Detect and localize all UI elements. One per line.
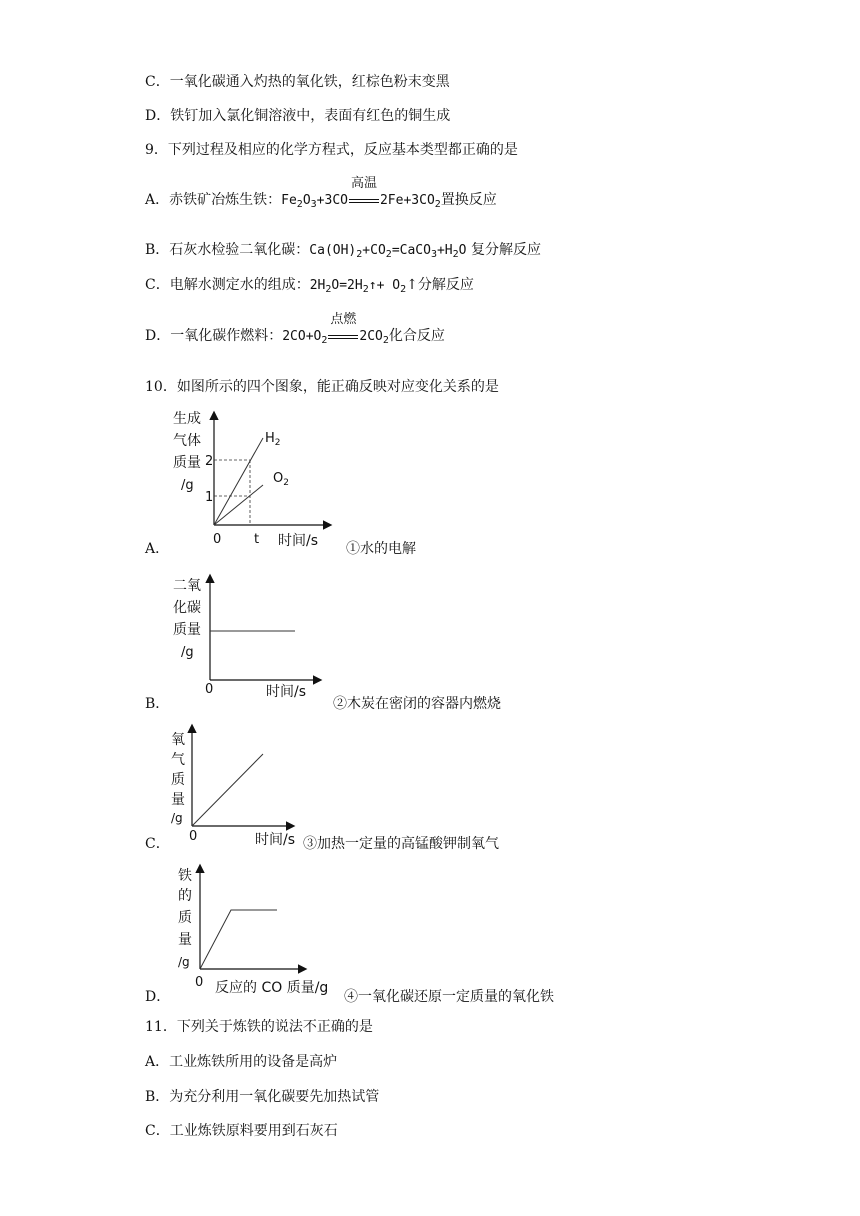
graph-b-ylabel-4: /g [181, 645, 194, 660]
option-d-line: D．铁钉加入氯化铜溶液中，表面有红色的铜生成 [145, 108, 451, 124]
question-10: 10．如图所示的四个图象，能正确反映对应变化关系的是 [145, 379, 499, 395]
question-11-option-a: A．工业炼铁所用的设备是高炉 [145, 1054, 338, 1070]
question-9-option-b: B．石灰水检验二氧化碳：$Ca(OH)_2+CO_2=CaCO_3+H_2O$ 复分解反应 [145, 242, 541, 260]
graph-d-caption: ④一氧化碳还原一定质量的氧化铁 [344, 989, 554, 1005]
graph-c-ylabel-3: 质 [171, 772, 185, 788]
question-11: 11．下列关于炼铁的说法不正确的是 [145, 1019, 373, 1035]
option-c-line: C．一氧化碳通入灼热的氧化铁，红棕色粉末变黑 [145, 74, 450, 90]
graph-a-h2-line [214, 438, 263, 525]
equation-a: $Fe_2O_3+3CO$ 高温 $2Fe+3CO_2$ [281, 176, 441, 210]
graph-d-iron-oxide [165, 862, 345, 1000]
graph-c-ylabel-2: 气 [171, 752, 185, 768]
graph-b-caption: ②木炭在密闭的容器内燃烧 [333, 696, 501, 712]
graph-c-permanganate [165, 722, 305, 852]
graph-d-ylabel-5: /g [178, 955, 190, 969]
equation-d: $2CO+O_2$ 点燃 $2CO_2$ [282, 312, 389, 346]
graph-d-ylabel-2: 的 [178, 888, 192, 904]
graph-d-curve [200, 910, 277, 969]
graph-c-ylabel-1: 氧 [171, 732, 185, 748]
graph-a-o2-line [214, 485, 263, 525]
graph-c-ylabel-5: /g [171, 811, 183, 825]
graph-a-ylabel-2: 气体 [173, 433, 201, 449]
graph-b-origin: 0 [205, 682, 214, 697]
graph-d-ylabel-1: 铁 [178, 868, 192, 884]
graph-b-option-label: B． [145, 696, 170, 712]
graph-b-carbon-combustion [165, 568, 335, 708]
condition-ignite: 点燃 [328, 327, 358, 347]
condition-high-temp: 高温 [349, 191, 379, 211]
question-9-option-c: C．电解水测定水的组成：$2H_2O=2H_2↑+$ $O_2↑$分解反应 [145, 277, 474, 295]
graph-d-option-label: D． [145, 989, 171, 1005]
graph-a-option-label: A． [145, 541, 170, 557]
graph-b-ylabel-2: 化碳 [173, 600, 201, 616]
question-9: 9．下列过程及相应的化学方程式，反应基本类型都正确的是 [145, 142, 518, 158]
graph-c-origin: 0 [189, 829, 198, 844]
graph-d-ylabel-4: 量 [178, 932, 192, 948]
graph-d-xlabel: 反应的 CO 质量/g [215, 980, 329, 996]
graph-b-ylabel-1: 二氧 [173, 578, 201, 594]
graph-a-ylabel-4: /g [181, 478, 194, 493]
graph-c-ylabel-4: 量 [171, 792, 185, 808]
question-11-option-b: B．为充分利用一氧化碳要先加热试管 [145, 1089, 380, 1105]
graph-a-ylabel-1: 生成 [173, 411, 201, 427]
graph-a-h2-label: $H_2$ [265, 431, 281, 448]
graph-a-origin: 0 [213, 532, 222, 547]
question-11-option-c: C．工业炼铁原料要用到石灰石 [145, 1123, 338, 1139]
graph-a-ylabel-3: 质量 [173, 455, 201, 471]
graph-c-xlabel: 时间/s [255, 832, 296, 848]
graph-a-electrolysis [165, 405, 345, 555]
graph-b-xlabel: 时间/s [266, 684, 307, 700]
graph-d-ylabel-3: 质 [178, 910, 192, 926]
graph-a-caption: ①水的电解 [346, 541, 416, 557]
equation-c: $2H_2O=2H_2↑+ O_2$ [309, 278, 407, 295]
graph-c-caption: ③加热一定量的高锰酸钾制氧气 [303, 836, 499, 852]
graph-a-xlabel: 时间/s [278, 533, 319, 549]
graph-c-option-label: C． [145, 836, 170, 852]
question-9-option-d: D．一氧化碳作燃料：$2CO+O_2$ 点燃 $2CO_2$化合反应 [145, 312, 445, 346]
graph-b-ylabel-3: 质量 [173, 622, 201, 638]
equation-b: $Ca(OH)_2+CO_2=CaCO_3+H_2O$ [309, 243, 467, 260]
graph-a-t-label: t [254, 532, 260, 547]
graph-a-tick-1: 1 [205, 490, 214, 505]
graph-a-o2-label: $O_2$ [273, 471, 289, 488]
question-9-option-a: A．赤铁矿冶炼生铁：$Fe_2O_3+3CO$ 高温 $2Fe+3CO_2$置换反应 [145, 176, 497, 210]
graph-c-rising-line [192, 754, 263, 826]
graph-d-origin: 0 [195, 975, 204, 990]
graph-a-tick-2: 2 [205, 454, 214, 469]
